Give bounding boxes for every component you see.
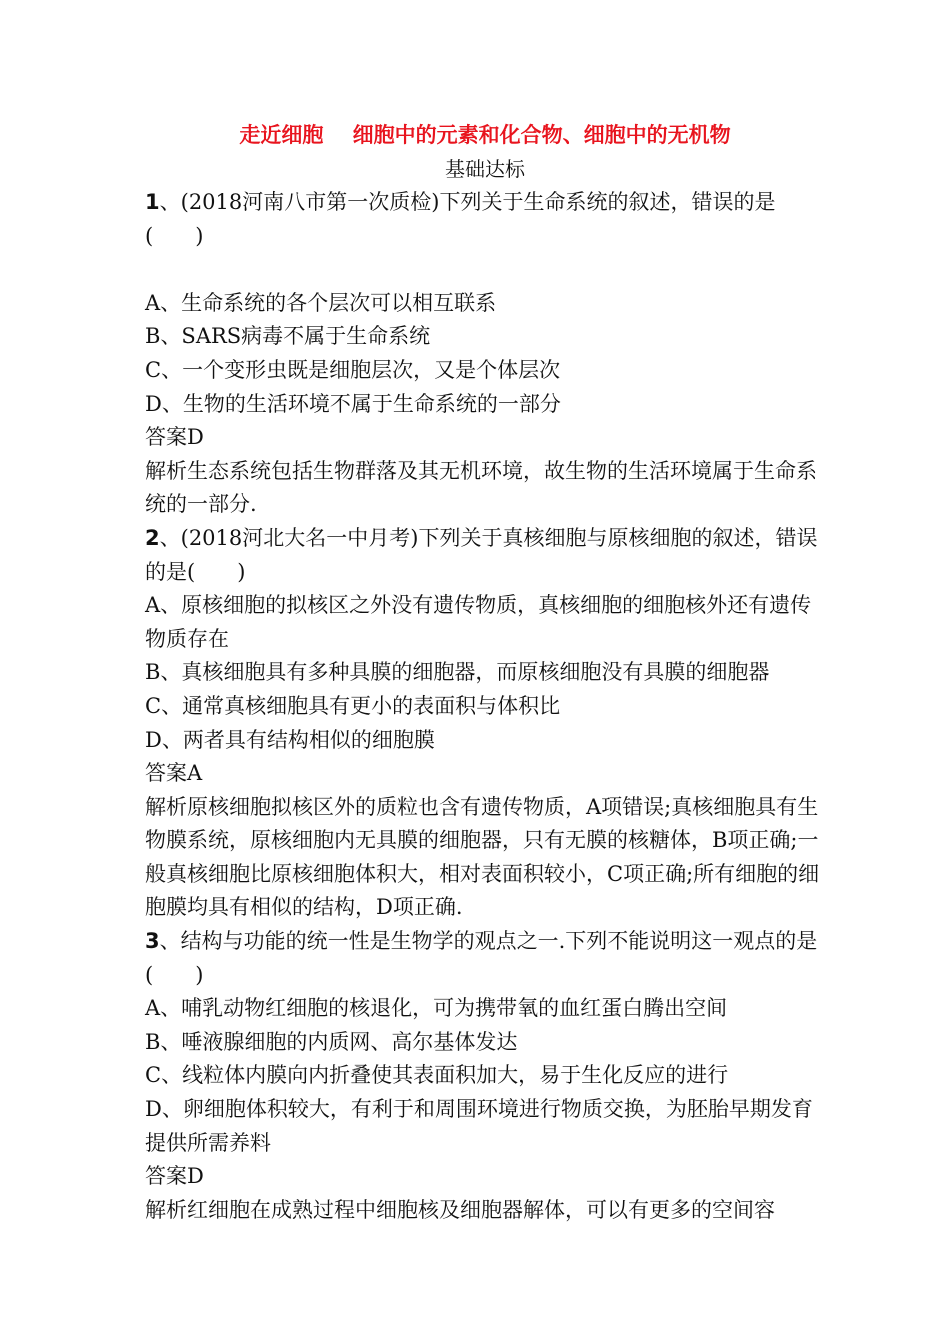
analysis: 解析生态系统包括生物群落及其无机环境，故生物的生活环境属于生命系统的一部分. <box>145 458 817 517</box>
answer-space <box>145 253 825 287</box>
page-title: 走近细胞 细胞中的元素和化合物、细胞中的无机物 <box>239 123 731 147</box>
answer: 答案D <box>145 1164 204 1189</box>
question-number: 3 <box>145 929 160 954</box>
question-stem-text: 、结构与功能的统一性是生物学的观点之一.下列不能说明这一观点的是( ) <box>145 929 818 987</box>
option-c: C、一个变形虫既是细胞层次，又是个体层次 <box>145 357 561 382</box>
analysis: 解析红细胞在成熟过程中细胞核及细胞器解体，可以有更多的空间容 <box>145 1197 775 1222</box>
question-number: 1 <box>145 190 160 214</box>
option-a: A、生命系统的各个层次可以相互联系 <box>145 290 497 315</box>
option-b: B、SARS病毒不属于生命系统 <box>145 324 431 349</box>
question-stem-text: 、(2018河北大名一中月考)下列关于真核细胞与原核细胞的叙述，错误的是( ) <box>145 525 818 584</box>
option-d: D、生物的生活环境不属于生命系统的一部分 <box>145 391 561 416</box>
answer: 答案D <box>145 425 204 450</box>
section-subtitle: 基础达标 <box>445 157 525 181</box>
option-d: D、卵细胞体积较大，有利于和周围环境进行物质交换，为胚胎早期发育提供所需养料 <box>145 1097 813 1155</box>
analysis: 解析原核细胞拟核区外的质粒也含有遗传物质，A项错误;真核细胞具有生物膜系统，原核细胞内无具膜的细胞器，只有无膜的核糖体，B项正确;一般真核细胞比原核细胞体积大，相对表面积较小，C项正确;所有细胞的细胞膜均具有相似的结构，D项正确. <box>145 794 820 920</box>
question-stem <box>145 186 825 253</box>
option-b: B、唾液腺细胞的内质网、高尔基体发达 <box>145 1029 518 1054</box>
question-1 <box>145 186 825 522</box>
question-2 <box>145 522 825 925</box>
answer: 答案A <box>145 761 203 786</box>
question-number: 2 <box>145 525 160 550</box>
question-stem <box>145 522 825 589</box>
option-a: A、哺乳动物红细胞的核退化，可为携带氧的血红蛋白腾出空间 <box>145 996 728 1021</box>
question-stem <box>145 925 825 992</box>
question-stem-text: 、(2018河南八市第一次质检)下列关于生命系统的叙述，错误的是( ) <box>145 190 776 248</box>
document-page <box>145 118 825 1227</box>
option-d: D、两者具有结构相似的细胞膜 <box>145 727 435 752</box>
option-a: A、原核细胞的拟核区之外没有遗传物质，真核细胞的细胞核外还有遗传物质存在 <box>145 593 812 651</box>
option-c: C、线粒体内膜向内折叠使其表面积加大，易于生化反应的进行 <box>145 1063 729 1088</box>
option-b: B、真核细胞具有多种具膜的细胞器，而原核细胞没有具膜的细胞器 <box>145 660 770 685</box>
option-c: C、通常真核细胞具有更小的表面积与体积比 <box>145 693 561 718</box>
question-3 <box>145 925 825 1227</box>
